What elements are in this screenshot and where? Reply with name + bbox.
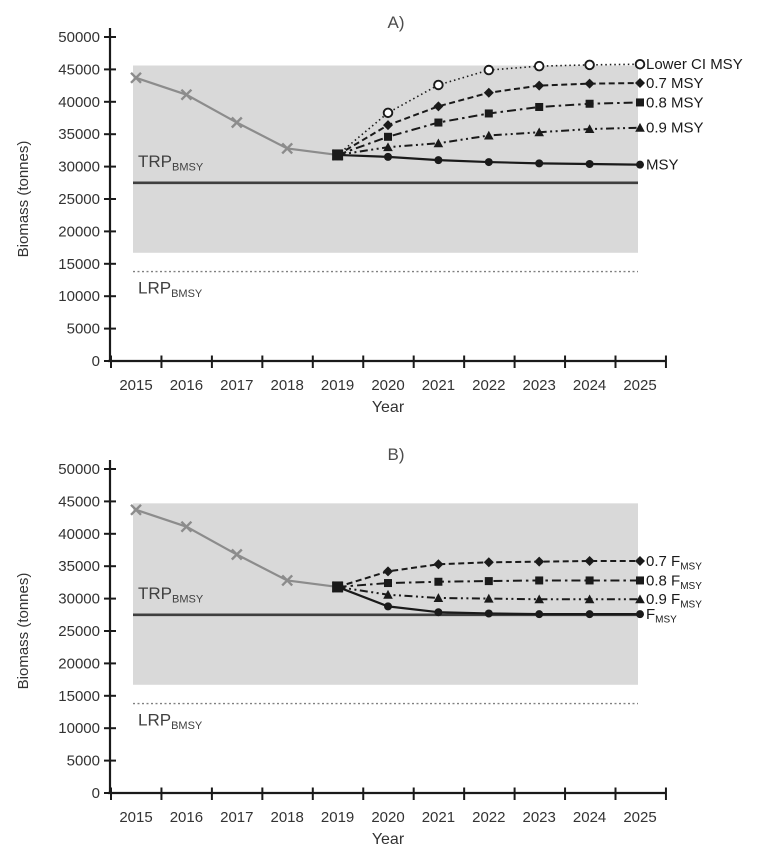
chart-title: B) — [387, 445, 405, 464]
x-tick-label: 2017 — [220, 809, 254, 826]
open-circle-marker — [434, 81, 443, 90]
x-tick-label: 2015 — [119, 377, 153, 394]
y-tick-label: 20000 — [58, 655, 100, 673]
y-tick-label: 45000 — [58, 61, 100, 79]
series-label-0-8-f-msy: 0.8 $F_{MSY}$ — [646, 572, 702, 592]
y-tick-label: 10000 — [58, 288, 100, 306]
square-marker — [485, 109, 493, 117]
square-marker — [434, 119, 442, 127]
circle-marker — [485, 158, 493, 166]
series-label-0-7-f-msy: 0.7 $F_{MSY}$ — [646, 553, 702, 573]
lrp-reference — [133, 272, 638, 301]
y-tick-label: 30000 — [58, 158, 100, 176]
square-marker — [535, 103, 543, 111]
square-marker — [485, 577, 493, 585]
x-tick-label: 2022 — [472, 809, 506, 826]
x-tick-label: 2024 — [572, 809, 607, 826]
y-tick-label: 50000 — [58, 29, 100, 46]
square-marker — [384, 579, 392, 587]
x-tick-label: 2018 — [270, 809, 304, 826]
lrp-label: $LRP_{BMSY}$ — [138, 278, 203, 301]
x-tick-label: 2015 — [119, 809, 153, 826]
series-label-f-msy: $F_{MSY}$ — [646, 606, 677, 626]
y-tick-label: 25000 — [58, 191, 100, 208]
circle-marker — [535, 159, 543, 167]
series-label-lower-ci-msy: Lower CI MSY — [646, 56, 743, 74]
circle-marker — [384, 602, 392, 610]
square-marker — [434, 578, 442, 586]
trp-label: $TRP_{BMSY}$ — [138, 151, 204, 174]
y-tick-label: 5000 — [66, 752, 100, 770]
x-tick-label: 2022 — [472, 377, 506, 394]
circle-marker — [586, 610, 594, 618]
series-label-0-7-msy: 0.7 MSY — [646, 75, 704, 93]
lrp-reference — [133, 704, 638, 733]
x-tick-label: 2017 — [220, 377, 254, 394]
circle-marker — [384, 153, 392, 161]
x-tick-label: 2016 — [169, 809, 204, 826]
x-tick-label: 2025 — [623, 377, 657, 394]
square-marker — [384, 133, 392, 141]
y-axis-label: Biomass (tonnes) — [15, 140, 32, 258]
junction-square-marker — [332, 581, 343, 592]
circle-marker — [636, 610, 644, 618]
x-tick-label: 2023 — [522, 809, 556, 826]
series-label-0-9-f-msy: 0.9 $F_{MSY}$ — [646, 591, 702, 611]
x-tick-label: 2024 — [572, 377, 607, 394]
y-tick-label: 35000 — [58, 126, 100, 144]
y-tick-label: 50000 — [58, 461, 100, 478]
y-tick-label: 0 — [91, 353, 100, 370]
x-axis-label: Year — [371, 831, 405, 848]
circle-marker — [636, 161, 644, 169]
y-tick-label: 35000 — [58, 558, 100, 576]
junction-square-marker — [332, 149, 343, 160]
x-axis-label: Year — [371, 399, 405, 416]
square-marker — [586, 100, 594, 108]
x-tick-label: 2016 — [169, 377, 204, 394]
circle-marker — [434, 608, 442, 616]
y-tick-label: 25000 — [58, 623, 100, 640]
y-tick-label: 40000 — [58, 93, 100, 111]
circle-marker — [586, 160, 594, 168]
y-tick-label: 15000 — [58, 687, 100, 705]
open-circle-marker — [636, 60, 645, 69]
lrp-label: $LRP_{BMSY}$ — [138, 710, 203, 733]
open-circle-marker — [384, 109, 393, 118]
y-tick-label: 30000 — [58, 590, 100, 608]
chart-panel-b — [0, 432, 784, 864]
x-tick-label: 2020 — [371, 377, 405, 394]
chart-b-svg — [0, 432, 784, 864]
x-tick-label: 2019 — [320, 377, 355, 394]
circle-marker — [434, 156, 442, 164]
square-marker — [535, 576, 543, 584]
y-tick-label: 20000 — [58, 223, 100, 241]
circle-marker — [535, 610, 543, 618]
y-tick-label: 10000 — [58, 720, 100, 738]
y-axis-label: Biomass (tonnes) — [15, 572, 32, 690]
x-tick-label: 2018 — [270, 377, 304, 394]
open-circle-marker — [585, 61, 594, 70]
x-tick-label: 2025 — [623, 809, 657, 826]
trp-label: $TRP_{BMSY}$ — [138, 583, 204, 606]
open-circle-marker — [535, 62, 544, 71]
x-tick-label: 2021 — [421, 809, 456, 826]
y-tick-label: 40000 — [58, 525, 100, 543]
y-tick-label: 5000 — [66, 320, 100, 338]
series-label-msy: MSY — [646, 156, 679, 174]
x-tick-label: 2023 — [522, 377, 556, 394]
x-tick-label: 2021 — [421, 377, 456, 394]
x-tick-label: 2020 — [371, 809, 405, 826]
chart-title: A) — [387, 13, 405, 32]
series-label-0-8-msy: 0.8 MSY — [646, 94, 704, 112]
open-circle-marker — [485, 66, 494, 75]
y-tick-label: 15000 — [58, 255, 100, 273]
series-label-0-9-msy: 0.9 MSY — [646, 119, 704, 137]
square-marker — [636, 98, 644, 106]
circle-marker — [485, 610, 493, 618]
square-marker — [636, 576, 644, 584]
square-marker — [586, 576, 594, 584]
x-tick-label: 2019 — [320, 809, 355, 826]
y-tick-label: 45000 — [58, 493, 100, 511]
y-tick-label: 0 — [91, 785, 100, 802]
